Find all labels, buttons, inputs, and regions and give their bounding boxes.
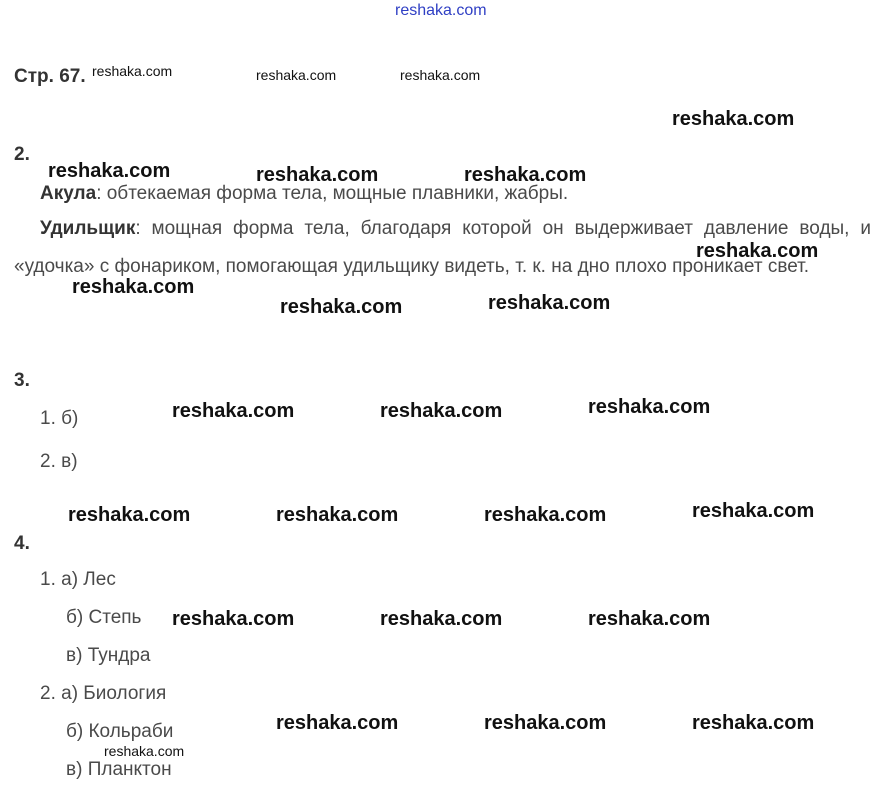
watermark: reshaka.com — [692, 500, 815, 522]
watermark: reshaka.com — [696, 240, 819, 262]
watermark: reshaka.com — [280, 296, 403, 318]
task-2-number: 2. — [14, 144, 30, 165]
watermark: reshaka.com — [464, 164, 587, 186]
watermark: reshaka.com — [692, 712, 815, 734]
task-3-answer-1: 1. б) — [40, 408, 79, 429]
watermark: reshaka.com — [92, 63, 173, 79]
watermark: reshaka.com — [588, 396, 711, 418]
watermark: reshaka.com — [488, 292, 611, 314]
task-3-number: 3. — [14, 370, 30, 391]
page-title: Стр. 67. — [14, 66, 86, 87]
watermark: reshaka.com — [484, 504, 607, 526]
watermark: reshaka.com — [68, 504, 191, 526]
task-4-item-1c: в) Тундра — [66, 645, 151, 666]
watermark: reshaka.com — [672, 108, 795, 130]
task-4-item-2a: 2. а) Биология — [40, 683, 167, 704]
shark-text: : обтекаемая форма тела, мощные плавники, жабры. — [96, 183, 569, 204]
watermark: reshaka.com — [380, 608, 503, 630]
task-4-item-1b: б) Степь — [66, 607, 142, 628]
watermark: reshaka.com — [104, 743, 185, 759]
task-3-answer-2: 2. в) — [40, 451, 78, 472]
watermark: reshaka.com — [276, 712, 399, 734]
site-link[interactable]: reshaka.com — [395, 2, 487, 19]
watermark: reshaka.com — [588, 608, 711, 630]
angler-text: : мощная форма тела, благодаря которой он выдерживает давление воды, и «удочка» с фонариком, помогающая удильщику видеть, т. к. на дно плохо проникает свет. — [14, 218, 871, 277]
watermark: reshaka.com — [400, 67, 481, 83]
watermark: reshaka.com — [48, 160, 171, 182]
task-4-item-1a: 1. а) Лес — [40, 569, 116, 590]
task-4-item-2b: б) Кольраби — [66, 721, 174, 742]
shark-term: Акула — [40, 183, 97, 204]
watermark: reshaka.com — [172, 608, 295, 630]
watermark: reshaka.com — [172, 400, 295, 422]
watermark: reshaka.com — [256, 67, 337, 83]
watermark: reshaka.com — [380, 400, 503, 422]
task-4-item-2c: в) Планктон — [66, 759, 172, 780]
angler-term: Удильщик — [40, 218, 136, 239]
watermark: reshaka.com — [256, 164, 379, 186]
watermark: reshaka.com — [72, 276, 195, 298]
watermark: reshaka.com — [276, 504, 399, 526]
watermark: reshaka.com — [484, 712, 607, 734]
task-4-number: 4. — [14, 533, 30, 554]
